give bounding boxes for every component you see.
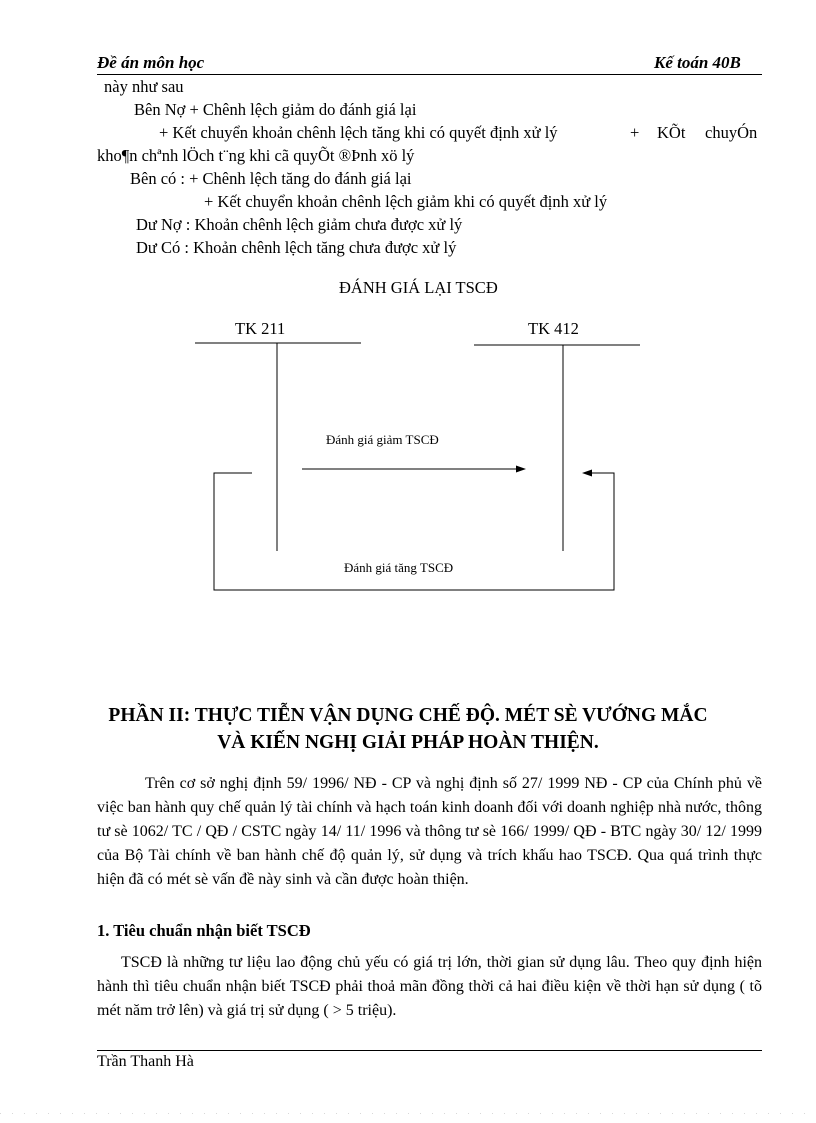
header-left-title: Đề án môn học xyxy=(97,53,205,72)
body-line-fragment: chuyÓn xyxy=(705,123,758,142)
body-line: Dư Nợ : Khoản chênh lệch giảm chưa được xử lý xyxy=(136,215,463,234)
body-line: + Kết chuyển khoản chênh lệch giảm khi có quyết định xử lý xyxy=(204,192,608,211)
body-line: Bên có : + Chênh lệch tăng do đánh giá lại xyxy=(130,169,412,188)
diagram-title: ĐÁNH GIÁ LẠI TSCĐ xyxy=(339,278,498,297)
intro-paragraph: Trên cơ sở nghị định 59/ 1996/ NĐ - CP và nghị định số 27/ 1999 NĐ - CP của Chính phủ về việc ban hành quy chế quản lý tài chính và hạch toán kinh doanh đối với doanh nghiệp nhà nước, thông tư sè 1062/ TC / QĐ / CSTC ngày 14/ 11/ 1996 và thông tư sè 166/ 1999/ QĐ - BTC ngày 30/ 12/ 1999 của Bộ Tài chính về ban hành chế độ quản lý, sử dụng và trích khấu hao TSCĐ. Qua quá trình thực hiện đã có mét sè vấn đề này sinh và cần được hoàn thiện. xyxy=(97,775,762,888)
body-line: Bên Nợ + Chênh lệch giảm do đánh giá lại xyxy=(134,100,417,119)
body-line-garbled: kho¶n chªnh lÖch t¨ng khi cã quyÕt ®Þnh xö lý xyxy=(97,146,415,165)
account-label-tk211: TK 211 xyxy=(235,319,286,338)
body-line-fragment: + xyxy=(630,123,640,142)
body-line: + Kết chuyển khoản chênh lệch tăng khi có quyết định xử lý xyxy=(159,123,558,142)
section1-paragraph: TSCĐ là những tư liệu lao động chủ yếu có giá trị lớn, thời gian sử dụng lâu. Theo quy định hiện hành thì tiêu chuẩn nhận biết TSCĐ phải thoả mãn đồng thời cả hai điều kiện về thời hạn sử dụng ( tõ mét năm trở lên) và giá trị sử dụng ( > 5 triệu). xyxy=(97,954,762,1019)
body-line: này như sau xyxy=(104,77,184,96)
arrow-increase-head xyxy=(582,470,592,477)
header-right-title: Kế toán 40B xyxy=(654,53,741,72)
arrow-label-increase: Đánh giá tăng TSCĐ xyxy=(344,560,454,575)
page-bottom-dotted-border xyxy=(0,1113,816,1114)
footer-author: Trần Thanh Hà xyxy=(97,1053,194,1070)
account-label-tk412: TK 412 xyxy=(528,319,579,338)
body-line-fragment: KÕt xyxy=(657,123,686,142)
footer-rule xyxy=(97,1050,762,1051)
arrow-label-decrease: Đánh giá giảm TSCĐ xyxy=(326,432,439,447)
body-line: Dư Có : Khoản chênh lệch tăng chưa được xử lý xyxy=(136,238,457,257)
arrow-decrease-head xyxy=(516,466,526,473)
part2-title-line1: PHẦN II: THỰC TIỄN VẬN DỤNG CHẾ ĐỘ. MÉT SÈ VƯỚNG MẮC xyxy=(108,705,708,726)
part2-title-line2: VÀ KIẾN NGHỊ GIẢI PHÁP HOÀN THIỆN. xyxy=(217,732,599,753)
section1-heading: 1. Tiêu chuẩn nhận biết TSCĐ xyxy=(97,921,311,940)
